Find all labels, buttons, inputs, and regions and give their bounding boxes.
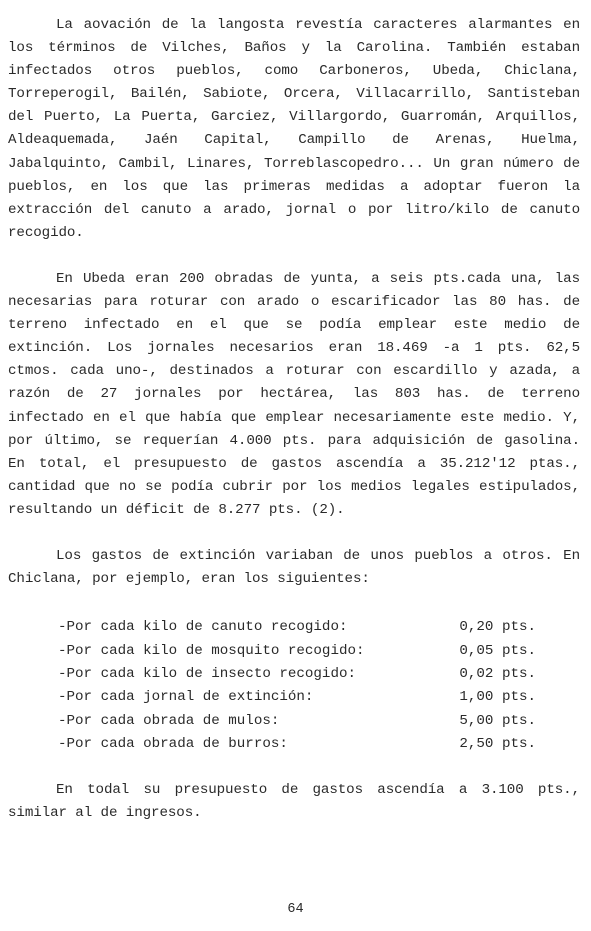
expense-list bbox=[58, 616, 536, 756]
expense-amount: 2,50 pts. bbox=[459, 736, 536, 753]
document-page bbox=[8, 14, 580, 825]
expense-label: -Por cada obrada de burros: bbox=[58, 736, 288, 753]
list-item bbox=[58, 616, 536, 639]
list-item bbox=[58, 663, 536, 686]
page-number: 64 bbox=[287, 902, 304, 917]
list-item bbox=[58, 710, 536, 733]
list-item bbox=[58, 640, 536, 663]
paragraph-ubeda-budget: En Ubeda eran 200 obradas de yunta, a seis pts.cada una, las necesarias para roturar con arado o escarificador las 80 has. de terreno infectado en el que se podía emplear este medio de extinción. Los jornales necesarios eran 18.469 -a 1 pts. 62,5 ctmos. cada uno-, destinados a roturar con escardillo y azada, a razón de 27 jornales por hectárea, las 803 has. de terreno infectado en el que había que emplear necesariamente este medio. Y, por último, se requerían 4.000 pts. para adquisición de gasolina. En total, el presupuesto de gastos ascendía a 35.212'12 ptas., cantidad que no se podía cubrir por los medios legales estipulados, resultando un déficit de 8.277 pts. (2). bbox=[8, 270, 580, 518]
expense-amount: 0,02 pts. bbox=[459, 665, 536, 682]
list-item bbox=[58, 686, 536, 709]
list-item bbox=[58, 733, 536, 756]
expense-label: -Por cada jornal de extinción: bbox=[58, 689, 314, 706]
expense-amount: 5,00 pts. bbox=[459, 712, 536, 729]
expense-label: -Por cada kilo de mosquito recogido: bbox=[58, 642, 365, 659]
paragraph-locust-infestation: La aovación de la langosta revestía caracteres alarmantes en los términos de Vilches, Baños y la Carolina. También estaban infectados otros pueblos, como Carboneros, Ubeda, Chiclana, Torreperogil, Bailén, Sabiote, Orcera, Villacarrillo, Santisteban del Puerto, La Puerta, Garciez, Villargordo, Guarromán, Arquillos, Aldeaquemada, Jaén Capital, Campillo de Arenas, Huelma, Jabalquinto, Cambil, Linares, Torreblascopedro... Un gran número de pueblos, en los que las primeras medidas a adoptar fueron la extracción del canuto a arado, jornal o por litro/kilo de canuto recogido. bbox=[8, 17, 580, 241]
expense-amount: 0,05 pts. bbox=[459, 642, 536, 659]
paragraph-total-budget: En todal su presupuesto de gastos ascendía a 3.100 pts., similar al de ingresos. bbox=[8, 781, 580, 821]
expense-amount: 0,20 pts. bbox=[459, 619, 536, 636]
expense-amount: 1,00 pts. bbox=[459, 689, 536, 706]
expense-label: -Por cada kilo de canuto recogido: bbox=[58, 619, 348, 636]
expense-label: -Por cada kilo de insecto recogido: bbox=[58, 665, 356, 682]
expense-label: -Por cada obrada de mulos: bbox=[58, 712, 280, 729]
paragraph-extinction-costs: Los gastos de extinción variaban de unos pueblos a otros. En Chiclana, por ejemplo, eran los siguientes: bbox=[8, 547, 580, 588]
